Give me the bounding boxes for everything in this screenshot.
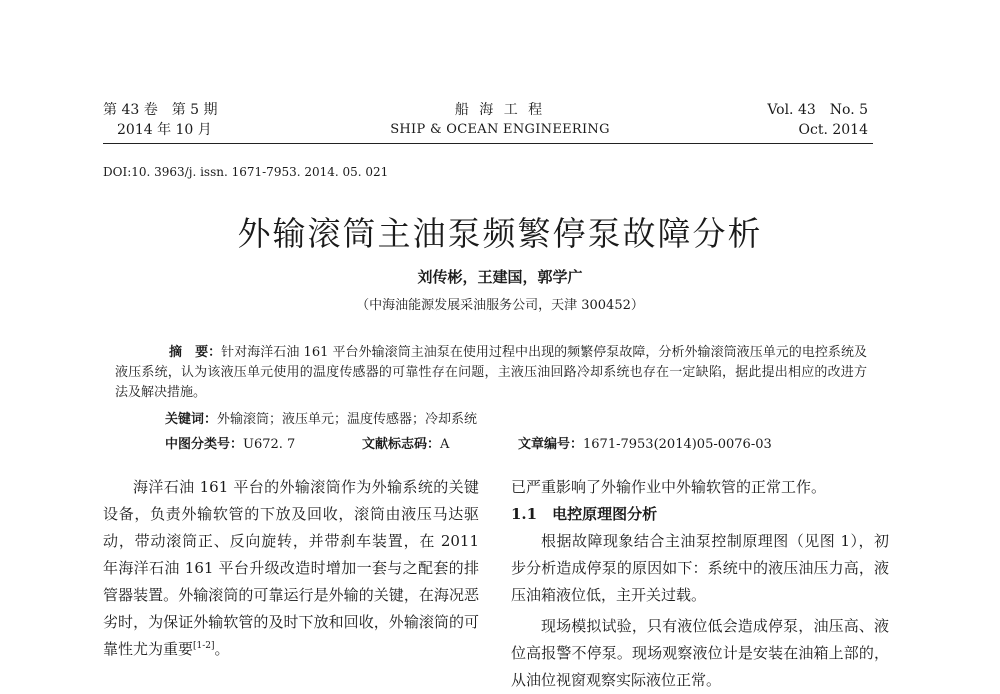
paragraph-end: 。 bbox=[214, 640, 230, 658]
article-number bbox=[518, 433, 772, 452]
classification-number bbox=[165, 433, 295, 452]
section-heading bbox=[511, 501, 889, 528]
section-title: 电控原理图分析 bbox=[552, 505, 658, 523]
abstract bbox=[115, 343, 867, 403]
journal-name-cn: 船 海 工 程 bbox=[454, 102, 546, 118]
paper-title: 外输滚筒主油泵频繁停泵故障分析 bbox=[237, 214, 763, 253]
body-paragraph-continued: 已严重影响了外输作业中外输软管的正常工作。 bbox=[511, 478, 827, 496]
date-line: 2014 年 10 月 bbox=[117, 122, 212, 138]
citation: [1-2] bbox=[193, 641, 215, 651]
body-paragraph-text: 海洋石油 161 平台的外输滚筒作为外输系统的关键设备，负责外输软管的下放及回收，滚筒由液压马达驱动，带动滚筒正、反向旋转，并带刹车装置，在 2011 年海洋石油 161 平台升级改造时增加一套与之配套的排管器装置。外输滚筒的可靠运行是外输的关键，在海况恶劣时，为保证外输软管的及时下放和回收，外输滚筒的可靠性尤为重要 bbox=[103, 478, 479, 658]
doi: DOI:10. 3963/j. issn. 1671-7953. 2014. 05. 021 bbox=[103, 165, 389, 179]
document-code bbox=[362, 433, 449, 452]
volume-line-en: Vol. 43 No. 5 bbox=[767, 102, 868, 118]
header-rule bbox=[103, 143, 873, 144]
body-paragraph: 根据故障现象结合主油泵控制原理图（见图 1），初步分析造成停泵的原因如下：系统中的液压油压力高，液压油箱液位低，主开关过载。 bbox=[511, 532, 889, 604]
journal-name-en: SHIP & OCEAN ENGINEERING bbox=[390, 122, 610, 137]
keywords-text: 外输滚筒；液压单元；温度传感器；冷却系统 bbox=[217, 412, 478, 427]
classification-label: 中图分类号： bbox=[165, 437, 244, 452]
volume-line: 第 43 卷 第 5 期 bbox=[103, 102, 218, 118]
body-column-left bbox=[103, 474, 479, 663]
document-code-value: A bbox=[440, 437, 450, 452]
keywords-label: 关键词： bbox=[165, 412, 218, 427]
abstract-label: 摘 要： bbox=[169, 345, 222, 360]
body-column-right bbox=[511, 474, 889, 694]
article-number-value: 1671-7953(2014)05-0076-03 bbox=[583, 437, 772, 452]
body-paragraph: 现场模拟试验，只有液位低会造成停泵，油压高、液位高报警不停泵。现场观察液位计是安装在油箱上部的，从油位视窗观察实际液位正常。 bbox=[511, 617, 889, 689]
date-line-en: Oct. 2014 bbox=[798, 122, 868, 138]
body-paragraph bbox=[103, 474, 479, 663]
classification-value: U672. 7 bbox=[243, 437, 296, 452]
abstract-text: 针对海洋石油 161 平台外输滚筒主油泵在使用过程中出现的频繁停泵故障，分析外输滚筒液压单元的电控系统及液压系统，认为该液压单元使用的温度传感器的可靠性存在问题，主液压油回路冷却系统也存在一定缺陷，据此提出相应的改进方法及解决措施。 bbox=[115, 345, 867, 400]
volume-issue-en bbox=[767, 100, 868, 140]
affiliation: （中海油能源发展采油服务公司，天津 300452） bbox=[356, 298, 644, 313]
authors: 刘传彬，王建国，郭学广 bbox=[417, 268, 583, 286]
document-code-label: 文献标志码： bbox=[362, 437, 441, 452]
keywords bbox=[165, 408, 477, 427]
section-number: 1.1 bbox=[511, 505, 538, 523]
article-number-label: 文章编号： bbox=[518, 437, 584, 452]
